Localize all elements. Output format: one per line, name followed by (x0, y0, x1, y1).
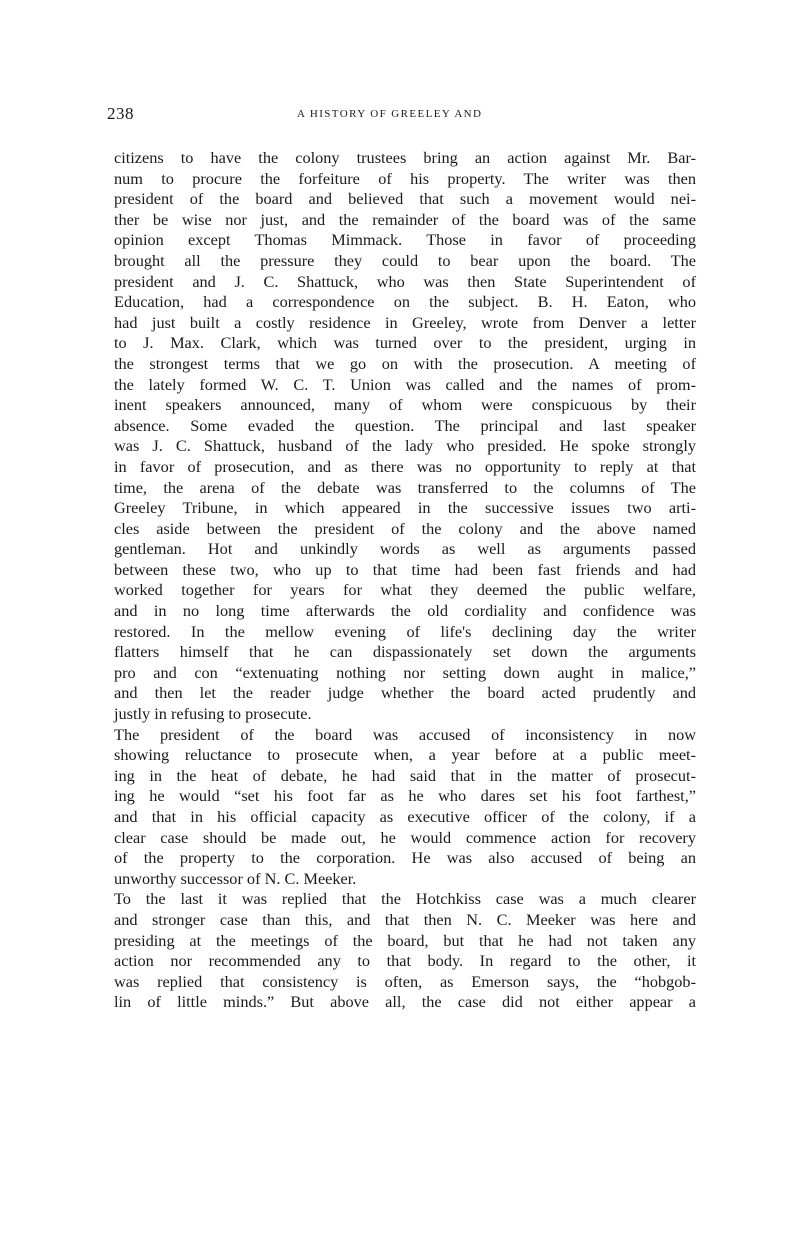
text-line: and stronger case than this, and that then N. C. Meeker was here and (114, 909, 696, 929)
text-line: in favor of prosecution, and as there was no opportunity to reply at that (114, 456, 696, 476)
text-line: To the last it was replied that the Hotchkiss case was a much clearer (114, 889, 696, 909)
text-line: cles aside between the president of the colony and the above named (114, 518, 696, 538)
body-text (114, 148, 696, 1013)
text-line: num to procure the forfeiture of his property. The writer was then (114, 168, 696, 188)
text-line: ing he would “set his foot far as he who dares set his foot farthest,” (114, 786, 696, 806)
text-line: The president of the board was accused of inconsistency in now (114, 724, 696, 744)
paragraph-1 (114, 148, 696, 725)
text-line: citizens to have the colony trustees bring an action against Mr. Bar- (114, 148, 696, 167)
text-line: showing reluctance to prosecute when, a year before at a public meet- (114, 745, 696, 765)
text-line: worked together for years for what they deemed the public welfare, (114, 580, 696, 600)
text-line: president of the board and believed that such a movement would nei- (114, 189, 696, 209)
text-line: the strongest terms that we go on with the prosecution. A meeting of (114, 353, 696, 373)
text-line: time, the arena of the debate was transferred to the columns of The (114, 477, 696, 497)
text-line: ing in the heat of debate, he had said that in the matter of prosecut- (114, 765, 696, 785)
running-title: A HISTORY OF GREELEY AND (297, 108, 483, 120)
text-line: between these two, who up to that time had been fast friends and had (114, 559, 696, 579)
text-line: inent speakers announced, many of whom were conspicuous by their (114, 395, 696, 415)
text-line: was replied that consistency is often, as Emerson says, the “hobgob- (114, 971, 696, 991)
text-line: Education, had a correspondence on the subject. B. H. Eaton, who (114, 292, 696, 312)
text-line: absence. Some evaded the question. The principal and last speaker (114, 415, 696, 435)
text-line: clear case should be made out, he would commence action for recovery (114, 827, 696, 847)
text-line: presiding at the meetings of the board, but that he had not taken any (114, 930, 696, 950)
text-line: ther be wise nor just, and the remainder of the board was of the same (114, 209, 696, 229)
text-line: had just built a costly residence in Greeley, wrote from Denver a letter (114, 312, 696, 332)
text-line: president and J. C. Shattuck, who was then State Superintendent of (114, 271, 696, 291)
text-line: the lately formed W. C. T. Union was called and the names of prom- (114, 374, 696, 394)
paragraph-2 (114, 725, 696, 890)
page-number: 238 (107, 104, 134, 123)
text-line: and that in his official capacity as executive officer of the colony, if a (114, 807, 696, 826)
text-line: pro and con “extenuating nothing nor setting down aught in malice,” (114, 662, 696, 682)
text-line: flatters himself that he can dispassionately set down the arguments (114, 642, 696, 662)
text-line: was J. C. Shattuck, husband of the lady who presided. He spoke strongly (114, 436, 696, 456)
text-line: opinion except Thomas Mimmack. Those in favor of proceeding (114, 230, 696, 250)
text-line: action nor recommended any to that body. In regard to the other, it (114, 951, 696, 971)
running-head (107, 104, 697, 128)
text-line: brought all the pressure they could to bear upon the board. The (114, 250, 696, 270)
text-line: justly in refusing to prosecute. (114, 704, 312, 724)
text-line: lin of little minds.” But above all, the case did not either appear a (114, 992, 696, 1012)
paragraph-3 (114, 889, 696, 1013)
text-line: restored. In the mellow evening of life's declining day the writer (114, 621, 696, 641)
text-line: and in no long time afterwards the old cordiality and confidence was (114, 601, 696, 621)
text-line: unworthy successor of N. C. Meeker. (114, 868, 357, 888)
text-line: to J. Max. Clark, which was turned over to the president, urging in (114, 333, 696, 353)
text-line: and then let the reader judge whether the board acted prudently and (114, 683, 696, 703)
text-line: of the property to the corporation. He was also accused of being an (114, 848, 696, 868)
text-line: Greeley Tribune, in which appeared in the successive issues two arti- (114, 498, 696, 518)
text-line: gentleman. Hot and unkindly words as well as arguments passed (114, 539, 696, 559)
